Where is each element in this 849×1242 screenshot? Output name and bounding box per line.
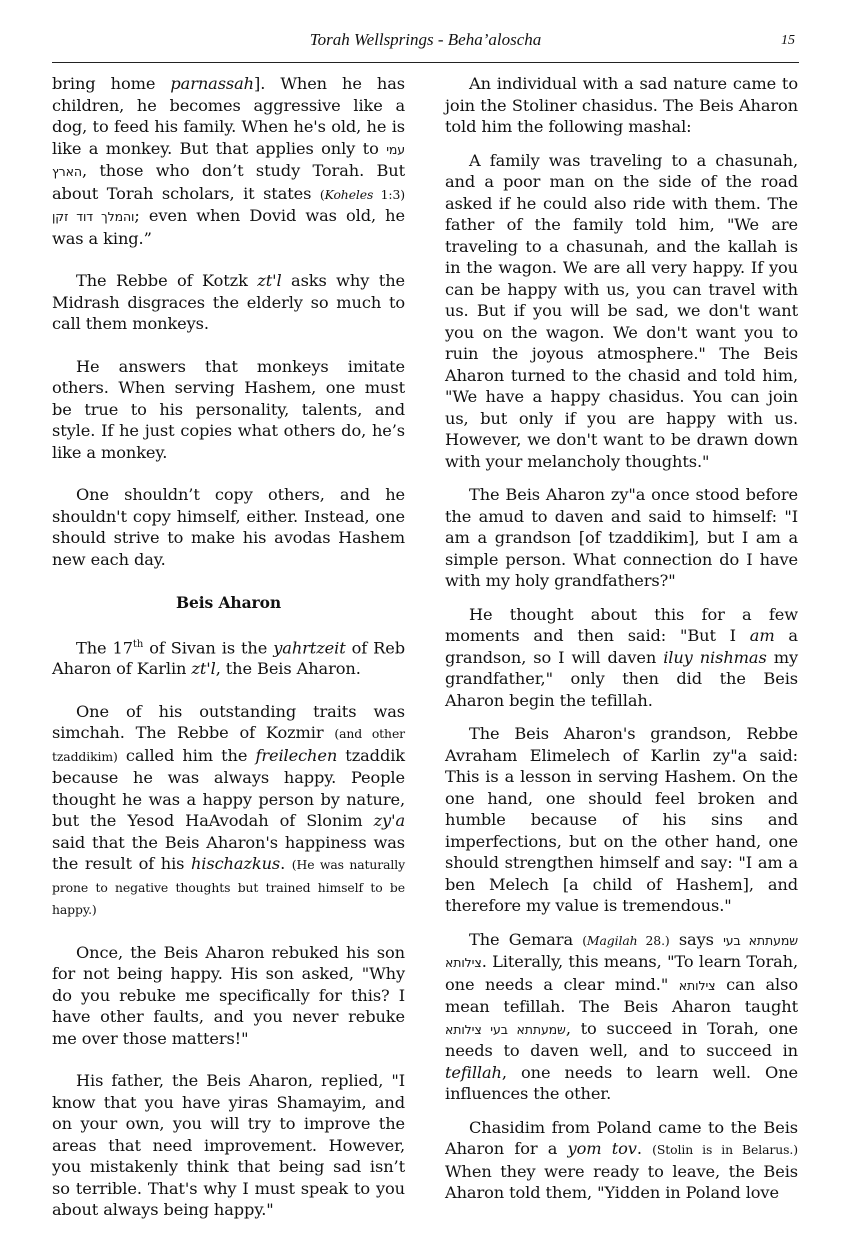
running-title: Torah Wellsprings - Beha’aloscha xyxy=(309,30,542,49)
paragraph: He answers that monkeys imitate others. When serving Hashem, one must be true to his personality, talents, and style. If he just copies what others do, he’s like a monkey. xyxy=(52,356,405,462)
paragraph: bring home parnassah]. When he has children, he becomes aggressive like a dog, to feed his family. When he's old, he is like a monkey. But that applies only to עמי הארץ, those who don’t study Torah. But about Torah scholars, it states (Koheles 1:3) והמלך דוד זקן; even when Dovid was old, he was a king.” xyxy=(52,74,405,248)
paragraph: Chasidim from Poland came to the Beis Aharon for a yom tov. (Stolin is in Belarus.) When they were ready to leave, the Beis Aharon told them, "Yidden in Poland love xyxy=(445,1117,798,1202)
paragraph: The Beis Aharon zy"a once stood before the amud to daven and said to himself: "I am a grandson [of tzaddikim], but I am a simple person. What connection do I have with my holy grandfathers?" xyxy=(445,485,798,590)
page-header xyxy=(52,26,799,63)
paragraph: An individual with a sad nature came to join the Stoliner chasidus. The Beis Aharon told him the following mashal: xyxy=(445,74,798,136)
paragraph: A family was traveling to a chasunah, and a poor man on the side of the road asked if he could also ride with them. The father of the family told him, "We are traveling to a chasunah, and the kallah is in the wagon. We are all very happy. If you can be happy with us, you can travel with us. But if you will be sad, we don't want you on the wagon. We don't want you to ruin the joyous atmosphere." The Beis Aharon turned to the chasid and told him, "We have a happy chasidus. You can join us, but only if you are happy with us. However, we don't want to be drawn down with your melancholy thoughts." xyxy=(445,150,798,471)
paragraph: He thought about this for a few moments and then said: "But I am a grandson, so I will daven iluy nishmas my grandfather," only then did the Beis Aharon begin the tefillah. xyxy=(445,604,799,710)
paragraph: Once, the Beis Aharon rebuked his son for not being happy. His son asked, "Why do you rebuke me specifically for this? I have other faults, and you never rebuke me over those matters!" xyxy=(52,942,405,1048)
paragraph: The Gemara (Magilah 28.) says שמעתתא בעי צילותא. Literally, this means, "To learn Torah, one needs a clear mind." צילותא can also mean tefillah. The Beis Aharon taught שמעתתא בעי צילותא, to succeed in Torah, one needs to daven well, and to succeed in tefillah, one needs to learn well. One influences the other. xyxy=(445,929,798,1103)
right-column xyxy=(445,73,798,1216)
paragraph: The Rebbe of Kotzk zt'l asks why the Midrash disgraces the elderly so much to call them monkeys. xyxy=(52,271,405,333)
paragraph: One of his outstanding traits was simchah. The Rebbe of Kozmir (and other tzaddikim) called him the freilechen tzaddik because he was always happy. People thought he was a happy person by nature, but the Yesod HaAvodah of Slonim zy'a said that the Beis Aharon's happiness was the result of his hischazkus. (He was naturally prone to negative thoughts but trained himself to be happy.) xyxy=(52,701,405,918)
paragraph: The Beis Aharon's grandson, Rebbe Avraham Elimelech of Karlin zy"a said: This is a lesson in serving Hashem. On the one hand, one should feel broken and humble because of his sins and imperfections, but on the other hand, one should strengthen himself and say: "I am a ben Melech [a child of Hashem], and therefore my value is tremendous." xyxy=(445,724,798,915)
page-number: 15 xyxy=(781,33,795,48)
paragraph: His father, the Beis Aharon, replied, "I know that you have yiras Shamayim, and on your own, you will try to improve the areas that need improvement. However, you mistakenly think that being sad isn’t so terrible. That's why I must speak to you about always being happy." xyxy=(52,1071,405,1220)
paragraph: The 17th of Sivan is the yahrtzeit of Reb Aharon of Karlin zt'l, the Beis Aharon. xyxy=(52,637,405,679)
paragraph: One shouldn’t copy others, and he shouldn't copy himself, either. Instead, one should strive to make his avodas Hashem new each day. xyxy=(52,485,405,569)
section-heading: Beis Aharon xyxy=(176,593,281,612)
left-column xyxy=(52,73,405,1242)
